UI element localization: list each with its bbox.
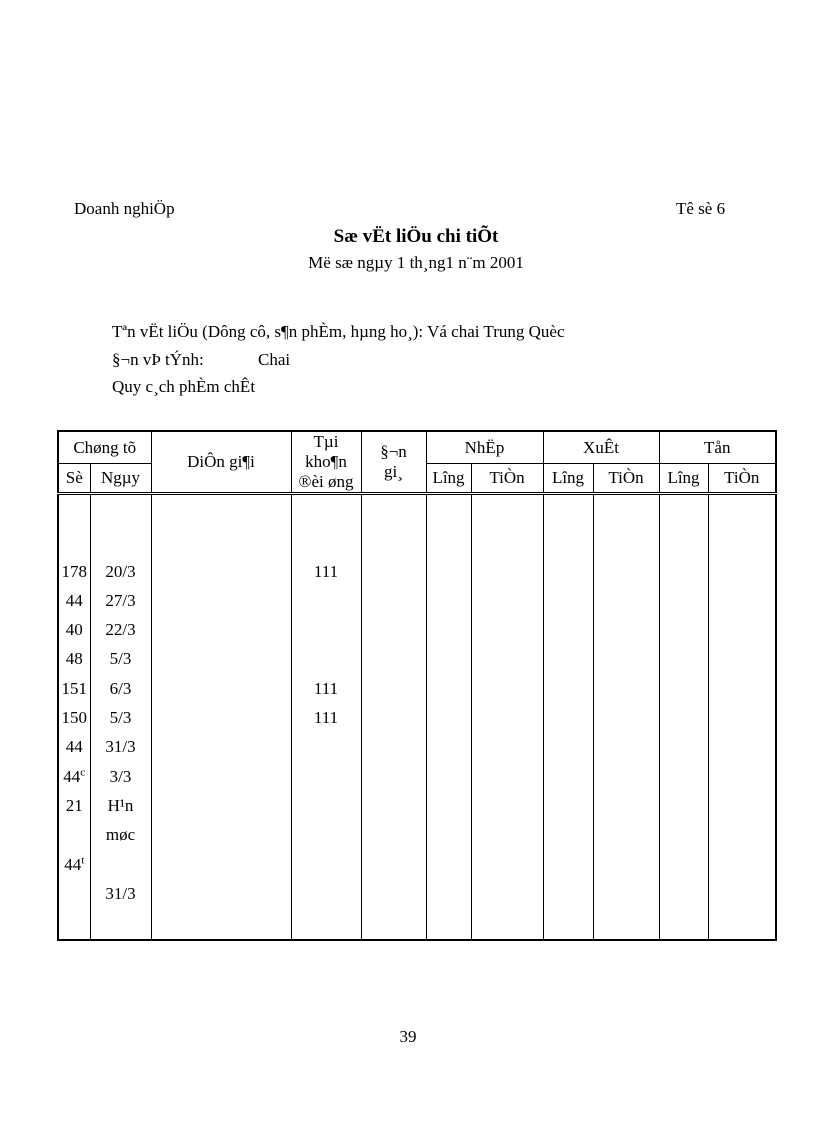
cell-line: [709, 879, 776, 908]
cell-line: [292, 615, 361, 644]
header-xuat-luong: Lîng: [543, 464, 593, 494]
cell-line: [472, 557, 543, 586]
cell-line: [152, 644, 291, 673]
cell-line: [292, 791, 361, 820]
cell-line: [292, 644, 361, 673]
header-ton: Tån: [659, 431, 776, 464]
cell-line: H¹n: [107, 795, 134, 815]
sheet-number-label: Tê sè 6: [676, 199, 726, 218]
column-dien-giai: [151, 494, 291, 941]
cell-line: [544, 557, 593, 586]
header-nhap: NhËp: [426, 431, 543, 464]
cell-line: [660, 674, 708, 703]
cell-line: [544, 791, 593, 820]
material-name-line: Tªn vËt liÖu (Dông cô, s¶n phÈm, hµng ho¸): Vá chai Trung Quèc: [112, 322, 565, 341]
cell-line: [472, 674, 543, 703]
cell-line: [152, 615, 291, 644]
cell-line: [472, 820, 543, 849]
cell-line: [709, 586, 776, 615]
cell-line: [59, 498, 90, 527]
cell-line: [362, 879, 426, 908]
cell-line: [660, 791, 708, 820]
cell-line: [594, 557, 659, 586]
cell-line: [152, 762, 291, 791]
cell-line: [91, 498, 151, 527]
header-so: Sè: [58, 464, 90, 494]
cell-line: [660, 586, 708, 615]
cell-line: 6/3: [109, 678, 132, 698]
cell-line: 5/3: [109, 708, 132, 728]
cell-line: [660, 879, 708, 908]
header-ton-luong: Lîng: [659, 464, 708, 494]
cell-line: [362, 703, 426, 732]
header-dien-giai: DiÔn gi¶i: [151, 431, 291, 494]
cell-line: 44$^t$: [64, 853, 85, 874]
cell-line: 20/3: [105, 561, 136, 581]
cell-line: [362, 586, 426, 615]
cell-line: [152, 791, 291, 820]
cell-line: [362, 557, 426, 586]
cell-line: [362, 762, 426, 791]
cell-line: [427, 703, 471, 732]
material-info-block: [112, 318, 565, 401]
cell-line: [362, 791, 426, 820]
cell-line: [594, 674, 659, 703]
cell-line: [472, 850, 543, 879]
cell-line: [472, 762, 543, 791]
cell-line: [709, 557, 776, 586]
cell-line: [709, 527, 776, 556]
cell-line: 3/3: [109, 766, 132, 786]
cell-line: [427, 732, 471, 761]
cell-line: 44: [65, 590, 83, 610]
cell-line: 111: [313, 708, 339, 728]
cell-line: 44$^c$: [63, 766, 86, 786]
cell-line: [544, 615, 593, 644]
cell-line: [292, 879, 361, 908]
cell-line: [427, 527, 471, 556]
cell-line: [427, 586, 471, 615]
cell-line: [544, 586, 593, 615]
cell-line: [152, 498, 291, 527]
cell-line: [660, 644, 708, 673]
header-ton-tien: TiÒn: [708, 464, 776, 494]
company-label: Doanh nghiÖp: [74, 199, 175, 218]
cell-line: 48: [65, 649, 83, 669]
cell-line: [660, 850, 708, 879]
cell-line: [472, 586, 543, 615]
cell-line: [544, 820, 593, 849]
cell-line: [594, 850, 659, 879]
cell-line: [594, 703, 659, 732]
cell-line: [544, 674, 593, 703]
cell-line: [152, 557, 291, 586]
cell-line: møc: [105, 825, 136, 845]
cell-line: 27/3: [105, 590, 136, 610]
cell-line: [660, 762, 708, 791]
cell-line: [427, 850, 471, 879]
cell-line: [427, 557, 471, 586]
cell-line: [594, 879, 659, 908]
cell-line: [544, 732, 593, 761]
column-xuat-luong: [543, 494, 593, 941]
spec-quality-line: Quy c¸ch phÈm chÊt: [112, 377, 256, 396]
cell-line: [152, 527, 291, 556]
cell-line: [362, 527, 426, 556]
cell-line: 151: [61, 678, 87, 698]
cell-line: [91, 527, 151, 556]
cell-line: [472, 791, 543, 820]
cell-line: [709, 762, 776, 791]
cell-line: [152, 879, 291, 908]
column-so: [58, 494, 90, 941]
column-ton-luong: [659, 494, 708, 941]
cell-line: [594, 762, 659, 791]
header-tai-khoan: Tµi kho¶n ®èi øng: [291, 431, 361, 494]
cell-line: [709, 498, 776, 527]
cell-line: [472, 879, 543, 908]
cell-line: [594, 820, 659, 849]
cell-line: [152, 732, 291, 761]
cell-line: [59, 527, 90, 556]
page-subtitle: Më sæ ngµy 1 th¸ng1 n¨m 2001: [308, 253, 524, 272]
cell-line: 5/3: [109, 649, 132, 669]
cell-line: [709, 820, 776, 849]
unit-line: [112, 346, 565, 374]
cell-line: [292, 762, 361, 791]
unit-value: Chai: [258, 349, 291, 369]
page-title: Sæ vËt liÖu chi tiÕt: [333, 226, 499, 247]
cell-line: [427, 820, 471, 849]
cell-line: [709, 732, 776, 761]
cell-line: [152, 586, 291, 615]
cell-line: [362, 732, 426, 761]
cell-line: 40: [65, 620, 83, 640]
cell-line: [660, 703, 708, 732]
cell-line: [660, 820, 708, 849]
cell-line: [292, 527, 361, 556]
header-xuat-tien: TiÒn: [593, 464, 659, 494]
cell-line: [472, 527, 543, 556]
header-nhap-tien: TiÒn: [471, 464, 543, 494]
table-body-row: [58, 494, 776, 941]
cell-line: 31/3: [105, 737, 136, 757]
cell-line: [292, 732, 361, 761]
column-don-gia: [361, 494, 426, 941]
cell-line: [362, 615, 426, 644]
cell-line: [594, 644, 659, 673]
cell-line: [427, 791, 471, 820]
ledger-table-wrap: [57, 430, 777, 941]
cell-line: [709, 674, 776, 703]
cell-line: [59, 820, 90, 849]
cell-line: [544, 850, 593, 879]
cell-line: [472, 703, 543, 732]
cell-line: [594, 527, 659, 556]
cell-line: [660, 498, 708, 527]
cell-line: 22/3: [105, 620, 136, 640]
cell-line: 21: [65, 795, 83, 815]
cell-line: [594, 615, 659, 644]
cell-line: [544, 762, 593, 791]
cell-line: [709, 850, 776, 879]
cell-line: [292, 586, 361, 615]
cell-line: [594, 498, 659, 527]
cell-line: [91, 850, 151, 879]
cell-line: [544, 879, 593, 908]
cell-line: [152, 674, 291, 703]
cell-line: [292, 820, 361, 849]
cell-line: [709, 644, 776, 673]
cell-line: [472, 732, 543, 761]
cell-line: 44: [65, 737, 83, 757]
cell-line: [544, 527, 593, 556]
cell-line: [362, 850, 426, 879]
header-xuat: XuÊt: [543, 431, 659, 464]
header-ngay: Ngµy: [90, 464, 151, 494]
cell-line: [362, 674, 426, 703]
cell-line: [152, 850, 291, 879]
cell-line: [472, 615, 543, 644]
cell-line: 111: [313, 561, 339, 581]
cell-line: [427, 879, 471, 908]
header-don-gia: §¬n gi¸: [361, 431, 426, 494]
cell-line: [472, 498, 543, 527]
cell-line: 150: [61, 708, 87, 728]
cell-line: [594, 732, 659, 761]
cell-line: [362, 498, 426, 527]
cell-line: [544, 644, 593, 673]
cell-line: [59, 879, 90, 908]
cell-line: [427, 615, 471, 644]
column-ngay: [90, 494, 151, 941]
cell-line: 111: [313, 678, 339, 698]
cell-line: 31/3: [105, 883, 136, 903]
column-nhap-tien: [471, 494, 543, 941]
cell-line: [152, 820, 291, 849]
cell-line: [660, 557, 708, 586]
cell-line: [660, 732, 708, 761]
cell-line: [709, 703, 776, 732]
column-nhap-luong: [426, 494, 471, 941]
cell-line: [292, 498, 361, 527]
column-tai-khoan: [291, 494, 361, 941]
cell-line: [362, 644, 426, 673]
column-ton-tien: [708, 494, 776, 941]
ledger-table: [57, 430, 777, 941]
cell-line: [594, 791, 659, 820]
cell-line: [472, 644, 543, 673]
cell-line: [427, 674, 471, 703]
cell-line: [709, 791, 776, 820]
header-nhap-luong: Lîng: [426, 464, 471, 494]
cell-line: [544, 703, 593, 732]
cell-line: [427, 644, 471, 673]
cell-line: [709, 615, 776, 644]
cell-line: [660, 615, 708, 644]
cell-line: [594, 586, 659, 615]
cell-line: [427, 498, 471, 527]
cell-line: [362, 820, 426, 849]
page-number: 39: [399, 1027, 417, 1046]
cell-line: [544, 498, 593, 527]
header-chung-tu: Chøng tõ: [58, 431, 151, 464]
cell-line: [660, 527, 708, 556]
unit-label: §¬n vÞ tÝnh:: [112, 349, 204, 369]
cell-line: [427, 762, 471, 791]
cell-line: [292, 850, 361, 879]
cell-line: 178: [61, 561, 87, 581]
cell-line: [152, 703, 291, 732]
column-xuat-tien: [593, 494, 659, 941]
